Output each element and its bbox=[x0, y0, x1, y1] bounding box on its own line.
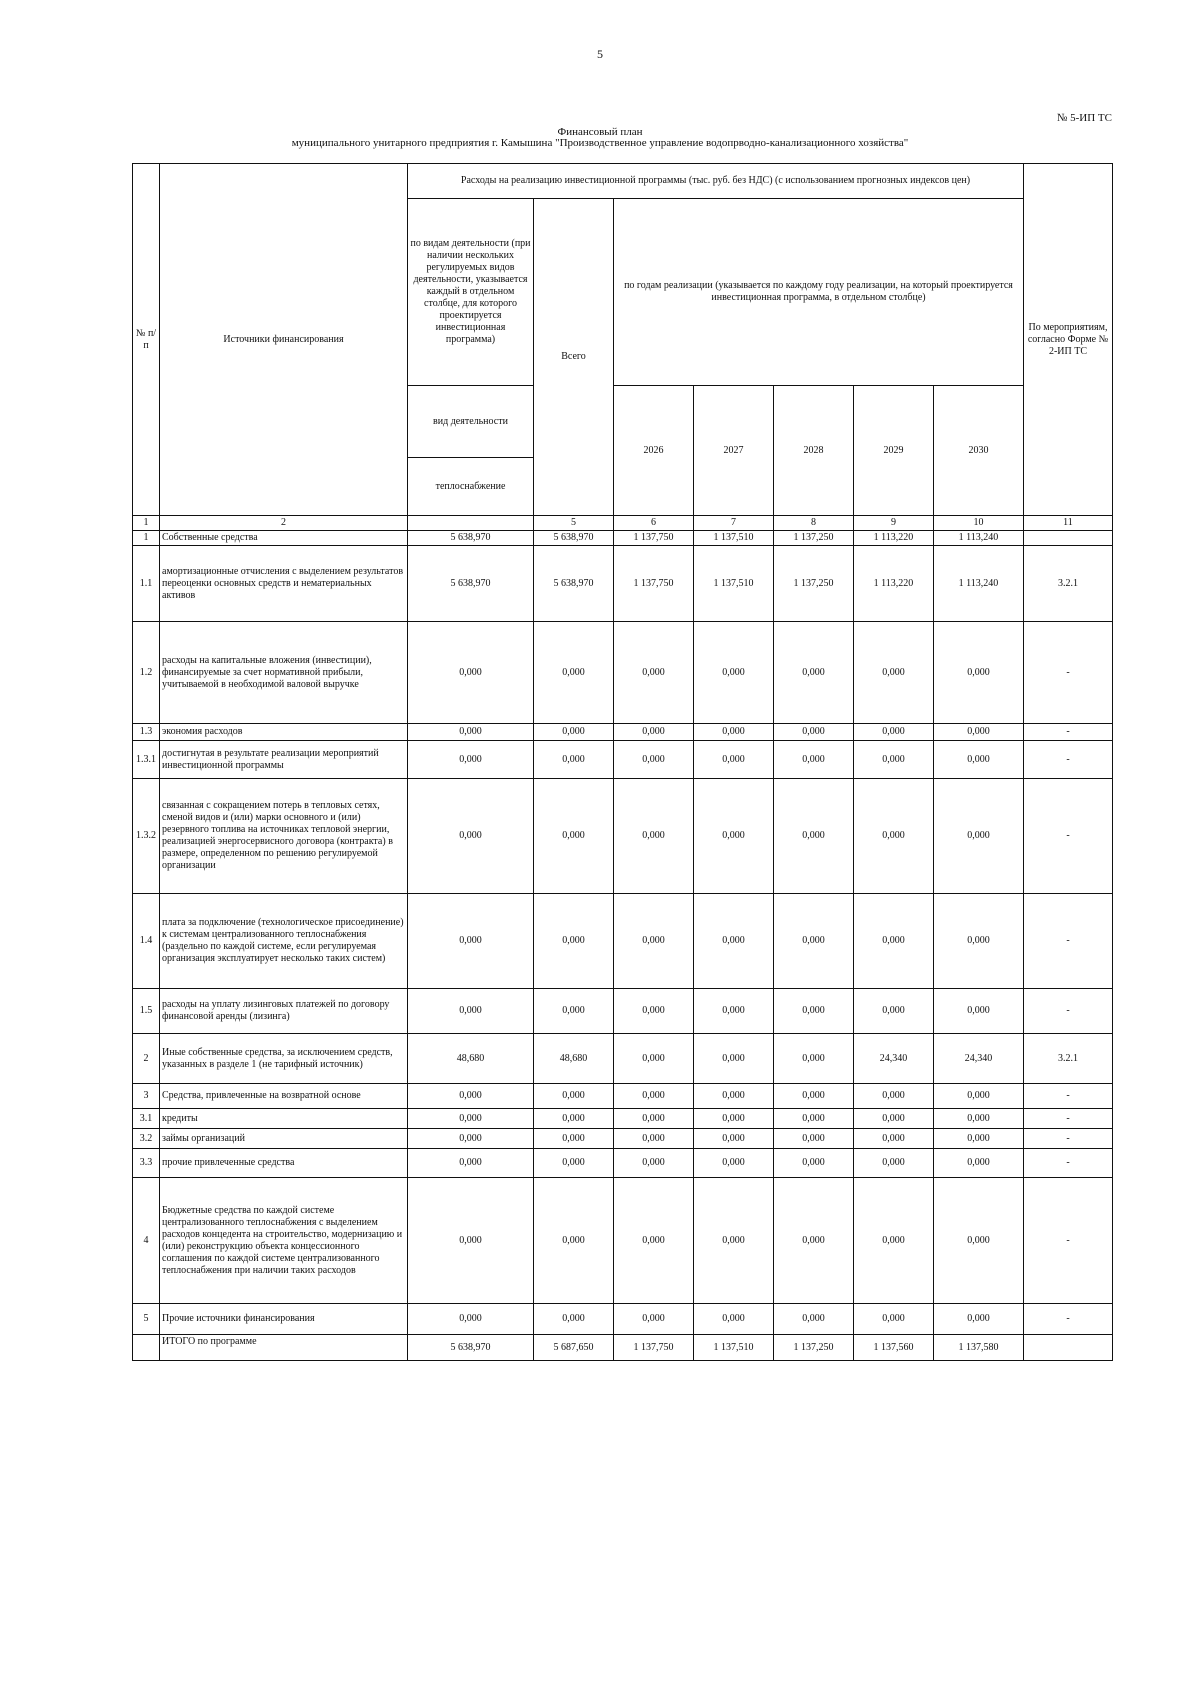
row-measure-ref bbox=[1024, 531, 1113, 546]
row-total-value: 0,000 bbox=[534, 1129, 614, 1149]
row-source: Иные собственные средства, за исключением средств, указанных в разделе 1 (не тарифный источник) bbox=[160, 1034, 408, 1084]
table-row bbox=[133, 779, 1113, 894]
row-2030-value: 0,000 bbox=[934, 1149, 1024, 1178]
row-source: расходы на уплату лизинговых платежей по договору финансовой аренды (лизинга) bbox=[160, 989, 408, 1034]
row-2026-value: 0,000 bbox=[614, 1109, 694, 1129]
row-2026-value: 0,000 bbox=[614, 1129, 694, 1149]
row-2027-value: 0,000 bbox=[694, 724, 774, 741]
row-activity-value: 0,000 bbox=[408, 724, 534, 741]
row-measure-ref: - bbox=[1024, 1178, 1113, 1304]
header-activity-type: вид деятельности bbox=[408, 386, 534, 458]
row-2026-value: 0,000 bbox=[614, 894, 694, 989]
row-total-value: 0,000 bbox=[534, 622, 614, 724]
row-num: 5 bbox=[133, 1304, 160, 1335]
row-num: 1.3.1 bbox=[133, 741, 160, 779]
row-source: достигнутая в результате реализации мероприятий инвестиционной программы bbox=[160, 741, 408, 779]
row-activity-value: 0,000 bbox=[408, 1129, 534, 1149]
row-measure-ref: 3.2.1 bbox=[1024, 1034, 1113, 1084]
row-2029-value: 1 137,560 bbox=[854, 1335, 934, 1361]
row-num: 3 bbox=[133, 1084, 160, 1109]
row-2029-value: 0,000 bbox=[854, 1109, 934, 1129]
row-total-value: 0,000 bbox=[534, 724, 614, 741]
row-2030-value: 0,000 bbox=[934, 1129, 1024, 1149]
row-source: займы организаций bbox=[160, 1129, 408, 1149]
row-measure-ref: - bbox=[1024, 1149, 1113, 1178]
financial-plan-table bbox=[132, 163, 1113, 1361]
row-total-value: 0,000 bbox=[534, 779, 614, 894]
row-2028-value: 0,000 bbox=[774, 1149, 854, 1178]
row-2028-value: 0,000 bbox=[774, 741, 854, 779]
row-2026-value: 0,000 bbox=[614, 989, 694, 1034]
row-num bbox=[133, 1335, 160, 1361]
row-2028-value: 1 137,250 bbox=[774, 1335, 854, 1361]
header-year-2029: 2029 bbox=[854, 386, 934, 516]
header-by-years: по годам реализации (указывается по каждому году реализации, на который проектируется инвестиционная программа, в отдельном столбце) bbox=[614, 199, 1024, 386]
row-2029-value: 0,000 bbox=[854, 989, 934, 1034]
row-measure-ref: - bbox=[1024, 894, 1113, 989]
row-2028-value: 0,000 bbox=[774, 1178, 854, 1304]
row-2029-value: 24,340 bbox=[854, 1034, 934, 1084]
row-total-value: 0,000 bbox=[534, 741, 614, 779]
row-2026-value: 0,000 bbox=[614, 1178, 694, 1304]
colnum-cell: 6 bbox=[614, 516, 694, 531]
row-total-value: 0,000 bbox=[534, 894, 614, 989]
row-total-value: 48,680 bbox=[534, 1034, 614, 1084]
row-2030-value: 0,000 bbox=[934, 1109, 1024, 1129]
row-2029-value: 0,000 bbox=[854, 724, 934, 741]
row-num: 4 bbox=[133, 1178, 160, 1304]
row-activity-value: 0,000 bbox=[408, 1109, 534, 1129]
row-2028-value: 1 137,250 bbox=[774, 531, 854, 546]
title-line-1: Финансовый план bbox=[557, 126, 643, 138]
row-source: кредиты bbox=[160, 1109, 408, 1129]
row-source: экономия расходов bbox=[160, 724, 408, 741]
page-number: 5 bbox=[597, 47, 603, 61]
row-source: связанная с сокращением потерь в тепловых сетях, сменой видов и (или) марки основного и (или) резервного топлива на источниках тепловой энергии, реализацией энергосервисного договора (контракта) в размере, определенном по решению регулируемой организации bbox=[160, 779, 408, 894]
row-2026-value: 0,000 bbox=[614, 1304, 694, 1335]
colnum-cell bbox=[408, 516, 534, 531]
row-source: Бюджетные средства по каждой системе централизованного теплоснабжения с выделением расходов концедента на строительство, модернизацию и (или) реконструкцию объекта концессионного соглашения по каждой системе централизованного теплоснабжения при наличии таких расходов bbox=[160, 1178, 408, 1304]
header-num: № п/п bbox=[133, 164, 160, 516]
row-2027-value: 0,000 bbox=[694, 1084, 774, 1109]
row-total-value: 0,000 bbox=[534, 989, 614, 1034]
row-total-value: 0,000 bbox=[534, 1178, 614, 1304]
row-2026-value: 0,000 bbox=[614, 741, 694, 779]
form-number: № 5-ИП ТС bbox=[1056, 112, 1112, 124]
row-2026-value: 0,000 bbox=[614, 1149, 694, 1178]
header-heat-supply: теплоснабжение bbox=[408, 458, 534, 516]
table-row bbox=[133, 1129, 1113, 1149]
row-activity-value: 0,000 bbox=[408, 1304, 534, 1335]
row-2030-value: 0,000 bbox=[934, 989, 1024, 1034]
row-num: 1.4 bbox=[133, 894, 160, 989]
colnum-cell: 9 bbox=[854, 516, 934, 531]
header-year-2030: 2030 bbox=[934, 386, 1024, 516]
colnum-cell: 8 bbox=[774, 516, 854, 531]
row-total-value: 5 687,650 bbox=[534, 1335, 614, 1361]
row-2028-value: 0,000 bbox=[774, 1084, 854, 1109]
row-measure-ref: - bbox=[1024, 622, 1113, 724]
row-2028-value: 0,000 bbox=[774, 622, 854, 724]
row-source: прочие привлеченные средства bbox=[160, 1149, 408, 1178]
row-2030-value: 1 113,240 bbox=[934, 531, 1024, 546]
row-2030-value: 1 137,580 bbox=[934, 1335, 1024, 1361]
row-measure-ref: - bbox=[1024, 1084, 1113, 1109]
colnum-cell: 5 bbox=[534, 516, 614, 531]
column-numbers-row bbox=[133, 516, 1113, 531]
row-total-value: 0,000 bbox=[534, 1109, 614, 1129]
row-2027-value: 1 137,510 bbox=[694, 1335, 774, 1361]
row-2030-value: 0,000 bbox=[934, 1084, 1024, 1109]
row-2030-value: 0,000 bbox=[934, 1178, 1024, 1304]
row-2029-value: 1 113,220 bbox=[854, 546, 934, 622]
row-source: ИТОГО по программе bbox=[160, 1335, 408, 1361]
row-source: Собственные средства bbox=[160, 531, 408, 546]
table-row bbox=[133, 724, 1113, 741]
row-2028-value: 0,000 bbox=[774, 1129, 854, 1149]
header-year-2027: 2027 bbox=[694, 386, 774, 516]
table-row bbox=[133, 1109, 1113, 1129]
row-2030-value: 0,000 bbox=[934, 1304, 1024, 1335]
header-total: Всего bbox=[534, 199, 614, 516]
row-2027-value: 0,000 bbox=[694, 1178, 774, 1304]
table-row bbox=[133, 894, 1113, 989]
row-num: 3.3 bbox=[133, 1149, 160, 1178]
row-num: 1.5 bbox=[133, 989, 160, 1034]
table-row bbox=[133, 546, 1113, 622]
row-2028-value: 0,000 bbox=[774, 779, 854, 894]
row-2028-value: 1 137,250 bbox=[774, 546, 854, 622]
row-total-value: 0,000 bbox=[534, 1149, 614, 1178]
row-activity-value: 5 638,970 bbox=[408, 546, 534, 622]
row-measure-ref: - bbox=[1024, 741, 1113, 779]
row-2029-value: 0,000 bbox=[854, 1178, 934, 1304]
table-row bbox=[133, 1304, 1113, 1335]
row-2030-value: 0,000 bbox=[934, 622, 1024, 724]
row-measure-ref: - bbox=[1024, 1109, 1113, 1129]
row-measure-ref: - bbox=[1024, 1129, 1113, 1149]
row-2026-value: 0,000 bbox=[614, 622, 694, 724]
colnum-cell: 2 bbox=[160, 516, 408, 531]
row-2029-value: 0,000 bbox=[854, 1304, 934, 1335]
row-num: 1.3 bbox=[133, 724, 160, 741]
row-2027-value: 1 137,510 bbox=[694, 531, 774, 546]
row-2029-value: 0,000 bbox=[854, 1084, 934, 1109]
row-2029-value: 0,000 bbox=[854, 779, 934, 894]
row-source: Средства, привлеченные на возвратной основе bbox=[160, 1084, 408, 1109]
colnum-cell: 11 bbox=[1024, 516, 1113, 531]
header-expenses: Расходы на реализацию инвестиционной программы (тыс. руб. без НДС) (с использованием прогнозных индексов цен) bbox=[408, 164, 1024, 199]
row-2030-value: 0,000 bbox=[934, 894, 1024, 989]
row-2028-value: 0,000 bbox=[774, 724, 854, 741]
row-measure-ref: - bbox=[1024, 1304, 1113, 1335]
row-2027-value: 0,000 bbox=[694, 1149, 774, 1178]
table-row bbox=[133, 989, 1113, 1034]
header-by-activity: по видам деятельности (при наличии нескольких регулируемых видов деятельности, указывается каждый в отдельном столбце, для которого проектируется инвестиционная программа) bbox=[408, 199, 534, 386]
row-2026-value: 0,000 bbox=[614, 724, 694, 741]
row-total-value: 0,000 bbox=[534, 1084, 614, 1109]
row-num: 3.2 bbox=[133, 1129, 160, 1149]
row-2027-value: 0,000 bbox=[694, 989, 774, 1034]
row-activity-value: 0,000 bbox=[408, 779, 534, 894]
row-activity-value: 5 638,970 bbox=[408, 531, 534, 546]
header-measures: По мероприятиям, согласно Форме № 2-ИП ТС bbox=[1024, 164, 1113, 516]
row-measure-ref: 3.2.1 bbox=[1024, 546, 1113, 622]
row-activity-value: 5 638,970 bbox=[408, 1335, 534, 1361]
row-2029-value: 0,000 bbox=[854, 741, 934, 779]
row-measure-ref: - bbox=[1024, 779, 1113, 894]
row-2027-value: 0,000 bbox=[694, 1109, 774, 1129]
row-source: Прочие источники финансирования bbox=[160, 1304, 408, 1335]
table-row bbox=[133, 1178, 1113, 1304]
row-total-value: 5 638,970 bbox=[534, 546, 614, 622]
row-source: плата за подключение (технологическое присоединение) к системам централизованного теплоснабжения (раздельно по каждой системе, если регулируемая организация эксплуатирует несколько таких систем) bbox=[160, 894, 408, 989]
row-2027-value: 0,000 bbox=[694, 894, 774, 989]
row-2026-value: 1 137,750 bbox=[614, 1335, 694, 1361]
colnum-cell: 1 bbox=[133, 516, 160, 531]
header-year-2026: 2026 bbox=[614, 386, 694, 516]
colnum-cell: 7 bbox=[694, 516, 774, 531]
row-2029-value: 0,000 bbox=[854, 622, 934, 724]
table-row bbox=[133, 1034, 1113, 1084]
row-2027-value: 0,000 bbox=[694, 1129, 774, 1149]
table-row bbox=[133, 622, 1113, 724]
row-activity-value: 0,000 bbox=[408, 894, 534, 989]
header-year-2028: 2028 bbox=[774, 386, 854, 516]
row-2030-value: 0,000 bbox=[934, 741, 1024, 779]
row-measure-ref: - bbox=[1024, 724, 1113, 741]
row-2030-value: 1 113,240 bbox=[934, 546, 1024, 622]
row-2027-value: 0,000 bbox=[694, 1304, 774, 1335]
row-activity-value: 0,000 bbox=[408, 622, 534, 724]
row-2030-value: 0,000 bbox=[934, 724, 1024, 741]
table-header bbox=[133, 164, 1113, 516]
row-num: 1.1 bbox=[133, 546, 160, 622]
row-2027-value: 0,000 bbox=[694, 779, 774, 894]
row-activity-value: 0,000 bbox=[408, 741, 534, 779]
row-2028-value: 0,000 bbox=[774, 1109, 854, 1129]
row-num: 2 bbox=[133, 1034, 160, 1084]
row-2030-value: 0,000 bbox=[934, 779, 1024, 894]
table-row bbox=[133, 741, 1113, 779]
row-measure-ref: - bbox=[1024, 989, 1113, 1034]
row-2028-value: 0,000 bbox=[774, 1034, 854, 1084]
header-source: Источники финансирования bbox=[160, 164, 408, 516]
row-2026-value: 1 137,750 bbox=[614, 546, 694, 622]
table-body bbox=[133, 516, 1113, 1361]
row-2027-value: 1 137,510 bbox=[694, 546, 774, 622]
row-2030-value: 24,340 bbox=[934, 1034, 1024, 1084]
row-2026-value: 0,000 bbox=[614, 1034, 694, 1084]
row-activity-value: 48,680 bbox=[408, 1034, 534, 1084]
row-2029-value: 1 113,220 bbox=[854, 531, 934, 546]
row-measure-ref bbox=[1024, 1335, 1113, 1361]
row-2029-value: 0,000 bbox=[854, 894, 934, 989]
row-source: амортизационные отчисления с выделением результатов переоценки основных средств и нематериальных активов bbox=[160, 546, 408, 622]
title-line-2: муниципального унитарного предприятия г. Камышина "Производственное управление водопрводно-канализационного хозяйства" bbox=[291, 137, 909, 149]
row-num: 1.3.2 bbox=[133, 779, 160, 894]
row-2029-value: 0,000 bbox=[854, 1129, 934, 1149]
row-2026-value: 1 137,750 bbox=[614, 531, 694, 546]
row-2029-value: 0,000 bbox=[854, 1149, 934, 1178]
document-title bbox=[0, 127, 1200, 149]
row-2027-value: 0,000 bbox=[694, 622, 774, 724]
row-total-value: 0,000 bbox=[534, 1304, 614, 1335]
row-num: 1 bbox=[133, 531, 160, 546]
row-source: расходы на капитальные вложения (инвестиции), финансируемые за счет нормативной прибыли, учитываемой в необходимой валовой выручке bbox=[160, 622, 408, 724]
row-2028-value: 0,000 bbox=[774, 1304, 854, 1335]
row-2027-value: 0,000 bbox=[694, 1034, 774, 1084]
row-num: 1.2 bbox=[133, 622, 160, 724]
table-row bbox=[133, 1149, 1113, 1178]
colnum-cell: 10 bbox=[934, 516, 1024, 531]
row-activity-value: 0,000 bbox=[408, 1178, 534, 1304]
row-2026-value: 0,000 bbox=[614, 1084, 694, 1109]
table-row bbox=[133, 1335, 1113, 1361]
row-2026-value: 0,000 bbox=[614, 779, 694, 894]
table-row bbox=[133, 531, 1113, 546]
row-activity-value: 0,000 bbox=[408, 989, 534, 1034]
row-2027-value: 0,000 bbox=[694, 741, 774, 779]
row-total-value: 5 638,970 bbox=[534, 531, 614, 546]
row-num: 3.1 bbox=[133, 1109, 160, 1129]
row-2028-value: 0,000 bbox=[774, 989, 854, 1034]
row-activity-value: 0,000 bbox=[408, 1149, 534, 1178]
table-row bbox=[133, 1084, 1113, 1109]
row-2028-value: 0,000 bbox=[774, 894, 854, 989]
row-activity-value: 0,000 bbox=[408, 1084, 534, 1109]
